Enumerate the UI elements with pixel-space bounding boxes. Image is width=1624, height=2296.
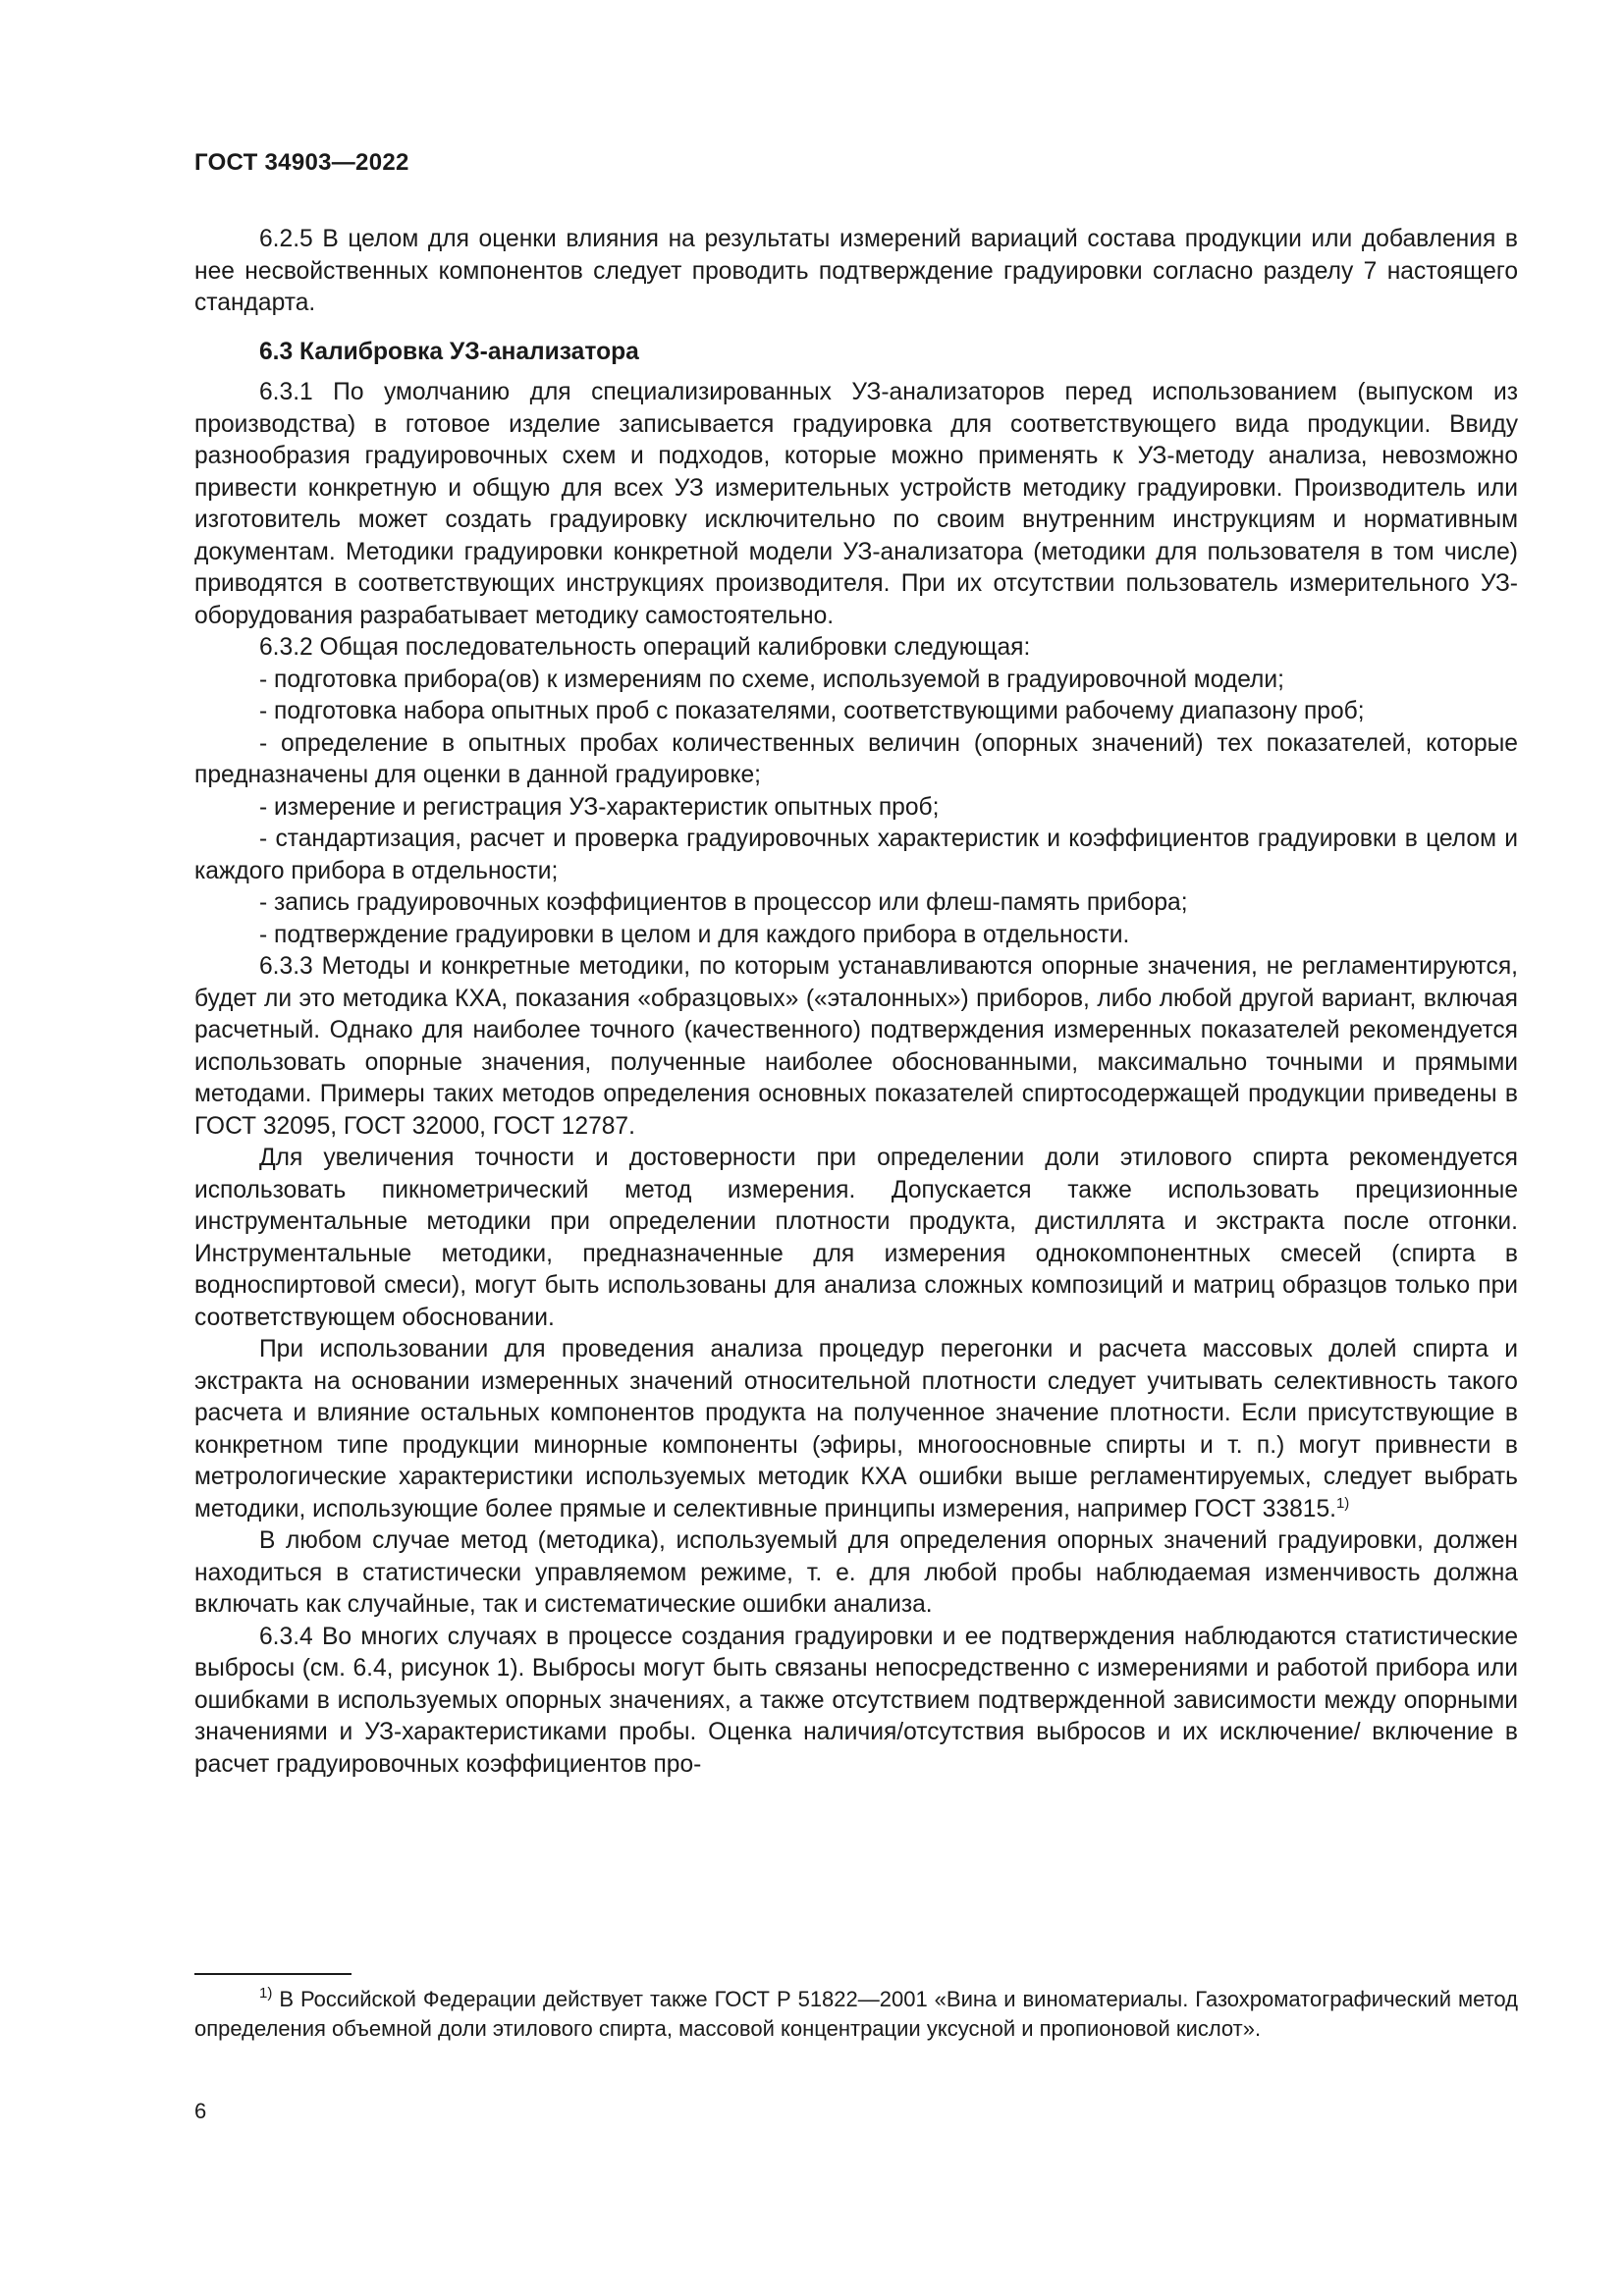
list-item: - измерение и регистрация УЗ-характеристик опытных проб; [259,793,940,821]
footnote-divider [194,1973,352,1975]
document-body [194,224,1518,1781]
list-item: - запись градуировочных коэффициентов в процессор или флеш-память прибора; [259,889,1188,916]
paragraph-6-3-2: 6.3.2 Общая последовательность операций калибровки следующая: [259,634,1031,661]
footnote-reference[interactable]: 1) [1335,1494,1350,1512]
list-item: - подготовка прибора(ов) к измерениям по схеме, используемой в градуировочной модели; [259,666,1284,693]
document-header: ГОСТ 34903—2022 [194,149,409,176]
paragraph-distillation-text: При использовании для проведения анализа процедур перегонки и расчета массовых долей спирта и экстракта на основании измеренных значений относительной плотности следует учитывать селективность такого расчета и влияние остальных компонентов продукта на полученное значение плотности. Если присутствующие в конкретном типе продукции минорные компоненты (эфиры, многоосновные спирты и т. п.) могут привнести в метрологические характеристики используемых методик КХА ошибки выше регламентируемых, следует выбрать методики, использующие более прямые и селективные принципы измерения, например ГОСТ 33815. [194,1336,1518,1522]
list-item: - стандартизация, расчет и проверка градуировочных характеристик и коэффициентов градуировки в целом и каждого прибора в отдельности; [194,826,1518,884]
paragraph-reference-method: В любом случае метод (методика), используемый для определения опорных значений градуировки, должен находиться в статистически управляемом режиме, т. е. для любой пробы наблюдаемая изменчивость должна включать как случайные, так и систематические ошибки анализа. [194,1527,1518,1618]
list-item: - определение в опытных пробах количественных величин (опорных значений) тех показателей, которые предназначены для оценки в данной градуировке; [194,729,1518,788]
paragraph-alcohol-determination: Для увеличения точности и достоверности при определении доли этилового спирта рекомендуется использовать пикнометрический метод измерения. Допускается также использовать прецизионные инструментальные методики при определении плотности продукта, дистиллята и экстракта после отгонки. Инструментальные методики, предназначенные для измерения однокомпонентных смесей (спирта в водноспиртовой смеси), могут быть использованы для анализа сложных композиций и матриц образцов только при соответствующем обосновании. [194,1145,1518,1331]
paragraph-6-2-5: 6.2.5 В целом для оценки влияния на результаты измерений вариаций состава продукции или добавления в нее несвойственных компонентов следует проводить подтверждение градуировки согласно разделу 7 настоящего стандарта. [194,226,1518,316]
section-heading-6-3: 6.3 Калибровка УЗ-анализатора [259,338,639,365]
paragraph-distillation [194,1334,1518,1525]
paragraph-6-3-4: 6.3.4 Во многих случаях в процессе создания градуировки и ее подтверждения наблюдаются статистические выбросы (см. 6.4, рисунок 1). Выбросы могут быть связаны непосредственно с измерениями и работой прибора или ошибками в используемых опорных значениях, а также отсутствием подтвержденной зависимости между опорными значениями и УЗ-характеристиками пробы. Оценка наличия/отсутствия выбросов и их исключение/ включение в расчет градуировочных коэффициентов про- [194,1623,1518,1778]
list-item: - подготовка набора опытных проб с показателями, соответствующими рабочему диапазону проб; [259,698,1365,724]
paragraph-6-3-3: 6.3.3 Методы и конкретные методики, по которым устанавливаются опорные значения, не регламентируются, будет ли это методика КХА, показания «образцовых» («эталонных») приборов, либо любой другой вариант, включая расчетный. Однако для наиболее точного (качественного) подтверждения измеренных показателей рекомендуется использовать опорные значения, полученные наиболее обоснованными, максимально точными и прямыми методами. Примеры таких методов определения основных показателей спиртосодержащей продукции приведены в ГОСТ 32095, ГОСТ 32000, ГОСТ 12787. [194,953,1518,1140]
paragraph-6-3-1: 6.3.1 По умолчанию для специализированных УЗ-анализаторов перед использованием (выпуском из производства) в готовое изделие записывается градуировка для соответствующего вида продукции. Ввиду разнообразия градуировочных схем и подходов, которые можно применять к УЗ-методу анализа, невозможно привести конкретную и общую для всех УЗ измерительных устройств методику градуировки. Производитель или изготовитель может создать градуировку исключительно по своим внутренним инструкциям и нормативным документам. Методики градуировки конкретной модели УЗ-анализатора (методики для пользователя в том числе) приводятся в соответствующих инструкциях производителя. При их отсутствии пользователь измерительного УЗ-оборудования разрабатывает методику самостоятельно. [194,379,1518,629]
page-number: 6 [194,2099,207,2123]
list-item: - подтверждение градуировки в целом и для каждого прибора в отдельности. [259,921,1130,948]
footnote-marker: 1) [259,1985,273,2002]
footnote-text: В Российской Федерации действует также ГОСТ Р 51822—2001 «Вина и виноматериалы. Газохроматографический метод определения объемной доли этилового спирта, массовой концентрации уксусной и пропионовой кислот». [194,1987,1518,2041]
footnote [194,1985,1518,2044]
